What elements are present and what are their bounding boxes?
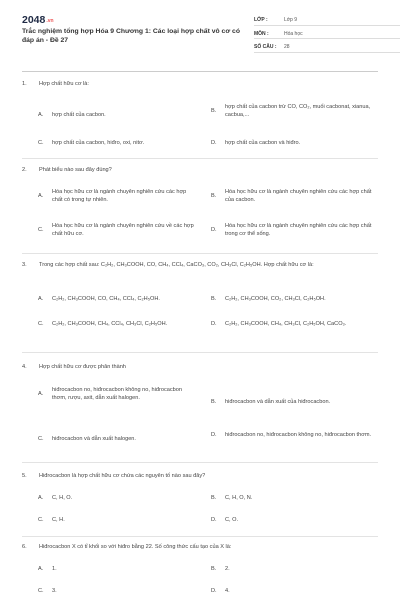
q5-option-c[interactable]: C. C, H. [38,517,65,523]
q6-option-a[interactable]: A. 1. [38,566,57,572]
brand-logo: $2048^{.vn}$ [22,14,54,26]
question-1: 1. Hợp chất hữu cơ là: [22,81,89,87]
meta-row-grade: LỚP : Lớp 9 [254,14,400,26]
separator [22,536,378,537]
separator [22,462,378,463]
question-6: 6. Hiđrocacbon X có tỉ khối so với hiđro bằng 22. Số công thức cấu tạo của X là: [22,544,232,550]
separator [22,158,378,159]
q1-option-a[interactable]: A. hợp chất của cacbon. [38,112,106,118]
q4-option-b[interactable]: B. hiđrocacbon và dẫn xuất của hiđrocacbon. [211,399,331,405]
q6-option-b[interactable]: B. 2. [211,566,230,572]
q1-option-d[interactable]: D. hợp chất của cacbon và hiđro. [211,140,301,146]
q4-option-a[interactable]: A. hiđrocacbon no, hiđrocacbon không no, hiđrocacbon thơm, rượu, axit, dẫn xuất halogen. [38,387,182,401]
meta-row-count: SỐ CÂU : 28 [254,41,400,53]
q4-option-d[interactable]: D. hiđrocacbon no, hiđrocacbon không no, hiđrocacbon thơm. [211,432,372,438]
q4-option-c[interactable]: C. hiđrocacbon và dẫn xuất halogen. [38,436,136,442]
header [22,14,378,64]
q2-option-d[interactable]: D. Hóa học hữu cơ là ngành chuyên nghiên cứu các hợp chất trong cơ thể sống. [211,223,372,237]
q1-option-b[interactable]: B. hợp chất của cacbon trừ CO, CO₂, muối cacbonat, xianua, cacbua,... [211,104,371,118]
q5-option-d[interactable]: D. C, O. [211,517,239,523]
q6-option-c[interactable]: C. 3. [38,588,57,594]
header-divider [22,71,378,72]
q2-option-a[interactable]: A. Hóa học hữu cơ là ngành chuyên nghiên cứu các hợp chất có trong tự nhiên. [38,189,187,203]
q3-option-b[interactable]: B. C₂H₂, CH₃COOH, CO₂, CH₃Cl, C₂H₅OH. [211,296,326,302]
separator [22,253,378,254]
question-3: 3. Trong các hợp chất sau: C₂H₂, CH₃COOH, CO, CH₄, CCl₄, CaCO₃, CO₂, CH₃Cl, C₂H₅OH. Hợp chất hữu cơ là: [22,262,314,268]
q2-option-c[interactable]: C. Hóa học hữu cơ là ngành chuyên nghiên cứu về các hợp chất hữu cơ. [38,223,194,237]
q3-option-d[interactable]: D. C₂H₂, CH₃COOH, CH₄, CH₃Cl, C₂H₅OH, CaCO₃. [211,321,347,327]
page-title: Trắc nghiệm tổng hợp Hóa 9 Chương 1: Các loại hợp chất vô cơ có đáp án - Đề 27 [22,28,240,44]
question-2: 2. Phát biểu nào sau đây đúng? [22,167,112,173]
question-4: 4. Hợp chất hữu cơ được phân thành [22,364,126,370]
meta-row-subject: MÔN : Hóa học [254,28,400,40]
q5-option-b[interactable]: B. C, H, O, N. [211,495,253,501]
q1-option-c[interactable]: C. hợp chất của cacbon, hiđro, oxi, nitơ. [38,140,145,146]
separator [22,352,378,353]
question-5: 5. Hiđrocacbon là hợp chất hữu cơ chứa các nguyên tố nào sau đây? [22,473,206,479]
q3-option-c[interactable]: C. C₂H₂, CH₃COOH, CH₄, CCl₄, CH₃Cl, C₂H₅OH. [38,321,168,327]
q5-option-a[interactable]: A. C, H, O. [38,495,73,501]
q2-option-b[interactable]: B. Hóa học hữu cơ là ngành chuyên nghiên cứu các hợp chất của cacbon. [211,189,372,203]
q6-option-d[interactable]: D. 4. [211,588,230,594]
meta-block [254,14,400,55]
q3-option-a[interactable]: A. C₂H₂, CH₃COOH, CO, CH₄, CCl₄, C₂H₅OH. [38,296,160,302]
